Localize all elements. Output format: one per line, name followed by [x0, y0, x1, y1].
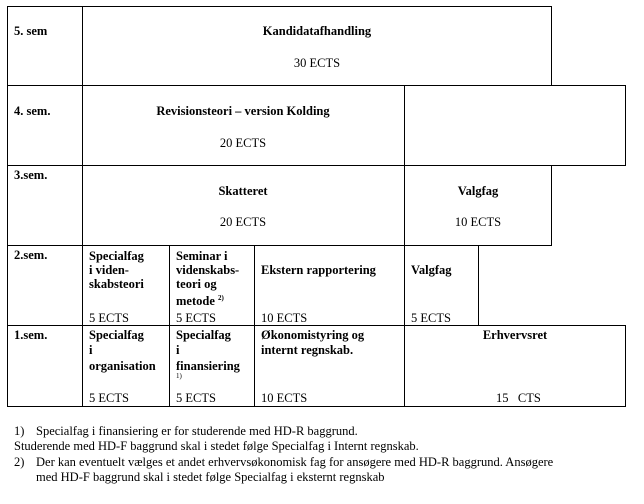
- sem5-label: 5. sem: [14, 24, 48, 38]
- sem4-course-cell: [82, 85, 405, 166]
- sem3-skatteret-cell: [82, 165, 405, 246]
- sem2-course4-title: Valgfag: [411, 263, 452, 277]
- sem4-empty-cell: [404, 85, 626, 166]
- sem3-valgfag-title: Valgfag: [457, 184, 499, 198]
- footnote-2-line1: Der kan eventuelt vælges et andet erhvervsøkonomisk fag for ansøgere med HD-R baggrund. Ansøgere: [36, 455, 554, 469]
- sem2-course2-note: 2): [218, 294, 224, 302]
- sem2-course2-title-line4-text: metode: [176, 294, 215, 309]
- sem1-course1-title-line2: i: [89, 343, 93, 357]
- sem1-label: 1.sem.: [14, 328, 48, 342]
- sem3-valgfag-credits: 10 ECTS: [454, 215, 502, 229]
- sem2-label: 2.sem.: [14, 248, 48, 262]
- footnote-1-line2: Studerende med HD-F baggrund skal i stedet følge Specialfag i Internt regnskab.: [14, 439, 419, 453]
- sem2-course1-title-line2: i viden-: [89, 263, 129, 277]
- sem2-course2-title-line1: Seminar i: [176, 249, 228, 263]
- sem3-skatteret-credits: 20 ECTS: [219, 215, 267, 229]
- sem3-valgfag-cell: [404, 165, 552, 246]
- sem5-course-cell: [82, 6, 552, 86]
- sem1-course3-credits: 10 ECTS: [261, 391, 308, 405]
- sem2-course1-credits: 5 ECTS: [89, 311, 129, 325]
- sem1-course1-title-line1: Specialfag: [89, 328, 144, 342]
- sem1-course4-credits: 15 CTS: [496, 391, 541, 405]
- sem4-label-cell: [7, 85, 83, 166]
- sem1-course2-credits: 5 ECTS: [176, 391, 216, 405]
- sem2-course4-credits: 5 ECTS: [411, 311, 451, 325]
- sem1-course2-title-line1: Specialfag: [176, 328, 231, 342]
- sem4-label: 4. sem.: [14, 104, 51, 118]
- sem2-course2-title-line4: [176, 291, 224, 308]
- sem5-course-title: Kandidatafhandling: [262, 24, 372, 38]
- sem1-course3-title-line1: Økonomistyring og: [261, 328, 365, 342]
- sem2-course1-title-line1: Specialfag: [89, 249, 144, 263]
- sem1-course1-credits: 5 ECTS: [89, 391, 129, 405]
- sem3-label: 3.sem.: [14, 168, 48, 182]
- footnote-1-marker: 1): [14, 424, 25, 438]
- footnote-2-marker: 2): [14, 455, 25, 469]
- sem4-course-title: Revisionsteori – version Kolding: [156, 104, 330, 118]
- sem2-course2-credits: 5 ECTS: [176, 311, 216, 325]
- sem1-course2-note: 1): [176, 372, 182, 380]
- sem1-course2-title-line3: finansiering: [176, 359, 240, 373]
- sem5-label-cell: [7, 6, 83, 86]
- sem1-course1-title-line3: organisation: [89, 359, 156, 373]
- sem5-course-credits: 30 ECTS: [293, 56, 341, 70]
- sem4-course-credits: 20 ECTS: [219, 136, 267, 150]
- sem1-course4-title: Erhvervsret: [482, 328, 548, 342]
- sem1-course2-title-line2: i: [176, 343, 180, 357]
- sem2-course1-title-line3: skabsteori: [89, 277, 144, 291]
- footnote-1-line1: Specialfag i finansiering er for studerende med HD-R baggrund.: [36, 424, 358, 438]
- sem2-course2-title-line2: videnskabs-: [176, 263, 240, 277]
- sem1-course3-title-line2: internt regnskab.: [261, 343, 354, 357]
- footnote-2-line2: med HD-F baggrund skal i stedet følge Specialfag i eksternt regnskab: [36, 470, 385, 484]
- sem2-course3-title: Ekstern rapportering: [261, 263, 376, 277]
- sem2-course3-credits: 10 ECTS: [261, 311, 308, 325]
- sem3-skatteret-title: Skatteret: [218, 184, 268, 198]
- sem2-course2-title-line3: teori og: [176, 277, 217, 291]
